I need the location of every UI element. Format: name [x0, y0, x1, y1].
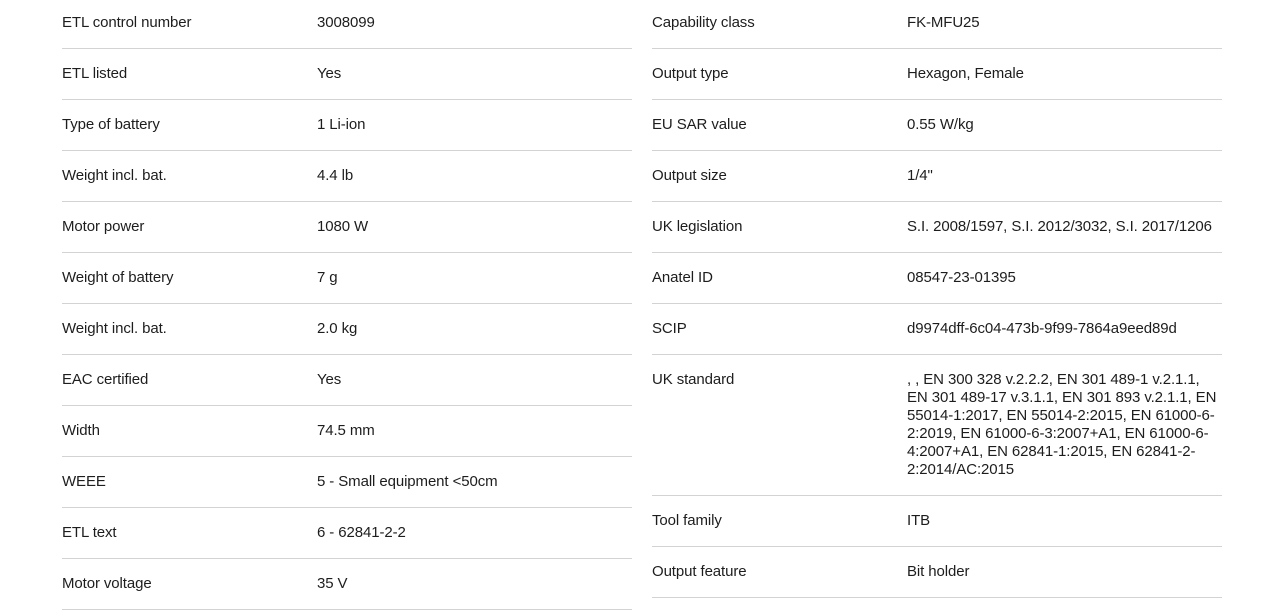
- spec-value: 3008099: [317, 14, 375, 31]
- spec-value: 6 - 62841-2-2: [317, 524, 406, 541]
- spec-row: [62, 508, 632, 559]
- spec-label: Output feature: [652, 563, 747, 580]
- spec-value: d9974dff-6c04-473b-9f99-7864a9eed89d: [907, 320, 1177, 337]
- spec-value: 7 g: [317, 269, 338, 286]
- spec-row: [62, 0, 632, 49]
- spec-value: ITB: [907, 512, 931, 529]
- spec-value: , , EN 300 328 v.2.2.2, EN 301 489-1 v.2.1.1, EN 301 489-17 v.3.1.1, EN 301 893 v.2.1.1, EN 55014-1:2017, EN 55014-2:2015, EN 61000-6-2:2019, EN 61000-6-3:2007+A1, EN 61000-6-4:2007+A1, EN 62841-1:2015, EN 62841-2-2:2014/AC:2015: [907, 371, 1217, 478]
- spec-row: [652, 547, 1222, 598]
- spec-value: Yes: [317, 65, 342, 82]
- spec-row: [62, 253, 632, 304]
- spec-row: [62, 355, 632, 406]
- spec-value: S.I. 2008/1597, S.I. 2012/3032, S.I. 2017/1206: [907, 218, 1212, 235]
- spec-value: Hexagon, Female: [907, 65, 1024, 82]
- spec-label: Weight incl. bat.: [62, 167, 167, 184]
- spec-label: Weight incl. bat.: [62, 320, 167, 337]
- spec-label: UK standard: [652, 371, 735, 388]
- spec-row: [652, 151, 1222, 202]
- spec-value: 74.5 mm: [317, 422, 375, 439]
- spec-label: Type of battery: [62, 116, 160, 133]
- spec-row: [62, 406, 632, 457]
- spec-label: EU SAR value: [652, 116, 747, 133]
- spec-row: [652, 304, 1222, 355]
- spec-value: 5 - Small equipment <50cm: [317, 473, 498, 490]
- spec-value: FK-MFU25: [907, 14, 980, 31]
- spec-row: [62, 457, 632, 508]
- spec-value: 1/4": [907, 167, 933, 184]
- spec-label: EAC certified: [62, 371, 149, 388]
- spec-label: Width: [62, 422, 100, 439]
- spec-value: 35 V: [317, 575, 348, 592]
- spec-table-left: [62, 0, 632, 610]
- spec-label: ETL text: [62, 524, 117, 541]
- spec-label: Motor voltage: [62, 575, 152, 592]
- spec-row: [62, 304, 632, 355]
- spec-value: 1080 W: [317, 218, 369, 235]
- spec-value: 0.55 W/kg: [907, 116, 974, 133]
- spec-value: 1 Li-ion: [317, 116, 366, 133]
- technical-data-section: [62, 0, 1222, 610]
- spec-value: 08547-23-01395: [907, 269, 1016, 286]
- spec-label: Motor power: [62, 218, 145, 235]
- spec-table-right: [652, 0, 1222, 610]
- spec-row: [652, 253, 1222, 304]
- spec-label: Capability class: [652, 14, 755, 31]
- spec-label: ETL listed: [62, 65, 128, 82]
- spec-label: SCIP: [652, 320, 687, 337]
- spec-row: [652, 100, 1222, 151]
- spec-row: [62, 100, 632, 151]
- spec-row: [62, 49, 632, 100]
- spec-label: Output size: [652, 167, 727, 184]
- spec-label: Output type: [652, 65, 729, 82]
- spec-label: ETL control number: [62, 14, 192, 31]
- spec-row: [62, 202, 632, 253]
- spec-row: [652, 49, 1222, 100]
- spec-value: Bit holder: [907, 563, 970, 580]
- spec-label: Weight of battery: [62, 269, 174, 286]
- spec-row: [62, 559, 632, 610]
- spec-row: [62, 151, 632, 202]
- spec-label: UK legislation: [652, 218, 743, 235]
- spec-row: [652, 0, 1222, 49]
- spec-label: Tool family: [652, 512, 722, 529]
- spec-value: 4.4 lb: [317, 167, 354, 184]
- spec-row: [652, 355, 1222, 496]
- spec-value: Yes: [317, 371, 342, 388]
- spec-label: WEEE: [62, 473, 106, 490]
- spec-value: 2.0 kg: [317, 320, 358, 337]
- spec-label: Anatel ID: [652, 269, 713, 286]
- spec-row: [652, 202, 1222, 253]
- spec-row: [652, 496, 1222, 547]
